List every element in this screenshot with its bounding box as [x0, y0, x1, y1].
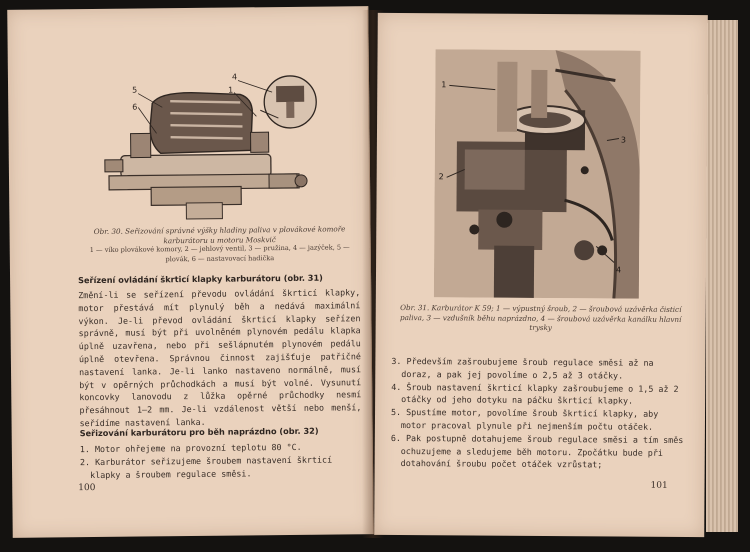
callout-6: 6	[132, 102, 138, 112]
figure-31-caption	[394, 303, 688, 334]
idle-steps-list-left	[80, 440, 364, 481]
list-item: 2. Karburátor seřizujeme šroubem nastavení škrticí klapky a šroubem regulace směsi.	[79, 454, 333, 480]
list-item: 3. Především zašroubujeme šroub regulace směsi až na doraz, a pak jej povolíme o 2,5 až 3 otáčky.	[391, 355, 654, 381]
section-heading-idle: Seřizování karburátoru pro běh naprázdno (obr. 32)	[79, 425, 319, 439]
figure-30-caption	[80, 224, 360, 265]
figure-31-title: Obr. 31. Karburátor K 59; 1 — výpustný šroub, 2 — šroubová uzávěrka čisticí paliva, 3 — vzdušník běhu naprázdno, 4 — šroubová uzávěrka kanálku hlavní trysky	[400, 303, 682, 333]
callout-5: 5	[132, 85, 138, 95]
callout-1: 1	[228, 85, 234, 95]
section-heading-throttle: Seřízení ovládání škrticí klapky karburátoru (obr. 31)	[78, 272, 323, 286]
carburetor-k59-photo	[434, 49, 641, 298]
callout-3: 3	[620, 135, 627, 145]
list-item: 4. Šroub nastavení škrticí klapky zašroubujeme o 1,5 až 2 otáčky od jeho dotyku na páčku škrticí klapky.	[391, 381, 679, 407]
left-page	[7, 6, 374, 538]
list-item: 1. Motor ohřejeme na provozní teplotu 80 °C.	[79, 441, 302, 455]
page-number-right: 101	[650, 480, 668, 491]
list-item: 5. Spustíme motor, povolíme šroub škrticí klapky, aby motor pracoval plynule při nejmenším počtu otáček.	[391, 407, 659, 432]
list-item: 6. Pak postupně dotahujeme šroub regulace směsi a tím směs ochuzujeme a sledujeme běh motoru. Zpočátku bude při dotahování šroubu počet otáček vzrůstat;	[390, 432, 684, 470]
callout-1: 1	[441, 80, 447, 90]
figure-30-title: Obr. 30. Seřizování správné výšky hladiny paliva v plovákové komoře karburátoru u motoru Moskvič	[93, 224, 346, 245]
throttle-text: Změní-li se seřízení převodu ovládání škrticí klapky, motor přestává mít plynulý běh a nedává maximální výkon. Je-li převod ovládání škrticí klapky seřízen správně, musí být při uvolněném plynovém pedálu klapka úplně uzavřena, nebo při sešlápnutém plynovém pedálu úplně otevřena. Správnou činnost zajišťuje patřičné nastavení lanka. Je-li lanko nastaveno normálně, musí být v opěrných průchodkách a musí být volné. Vysunutí koncovky lanovodu z lůžka opěrné průchodky nesmí přesáhnout 1—2 mm. Je-li vzdálenost větší nebo menší, seřídíme nastavení lanka.	[78, 287, 362, 429]
page-number-left: 100	[78, 483, 96, 494]
callout-4: 4	[616, 265, 622, 275]
figure-30-legend: 1 — víko plovákové komory, 2 — jehlový ventil, 3 — pružina, 4 — jazýček, 5 — plovák, 6 — nastavovací hadička	[89, 243, 350, 263]
float-chamber-illustration	[100, 62, 332, 224]
callout-4: 4	[231, 72, 238, 82]
idle-steps-list-right	[391, 355, 688, 472]
page-edges	[706, 20, 738, 532]
throttle-paragraph	[78, 286, 361, 430]
right-page	[374, 13, 708, 537]
callout-2: 2	[438, 172, 444, 182]
